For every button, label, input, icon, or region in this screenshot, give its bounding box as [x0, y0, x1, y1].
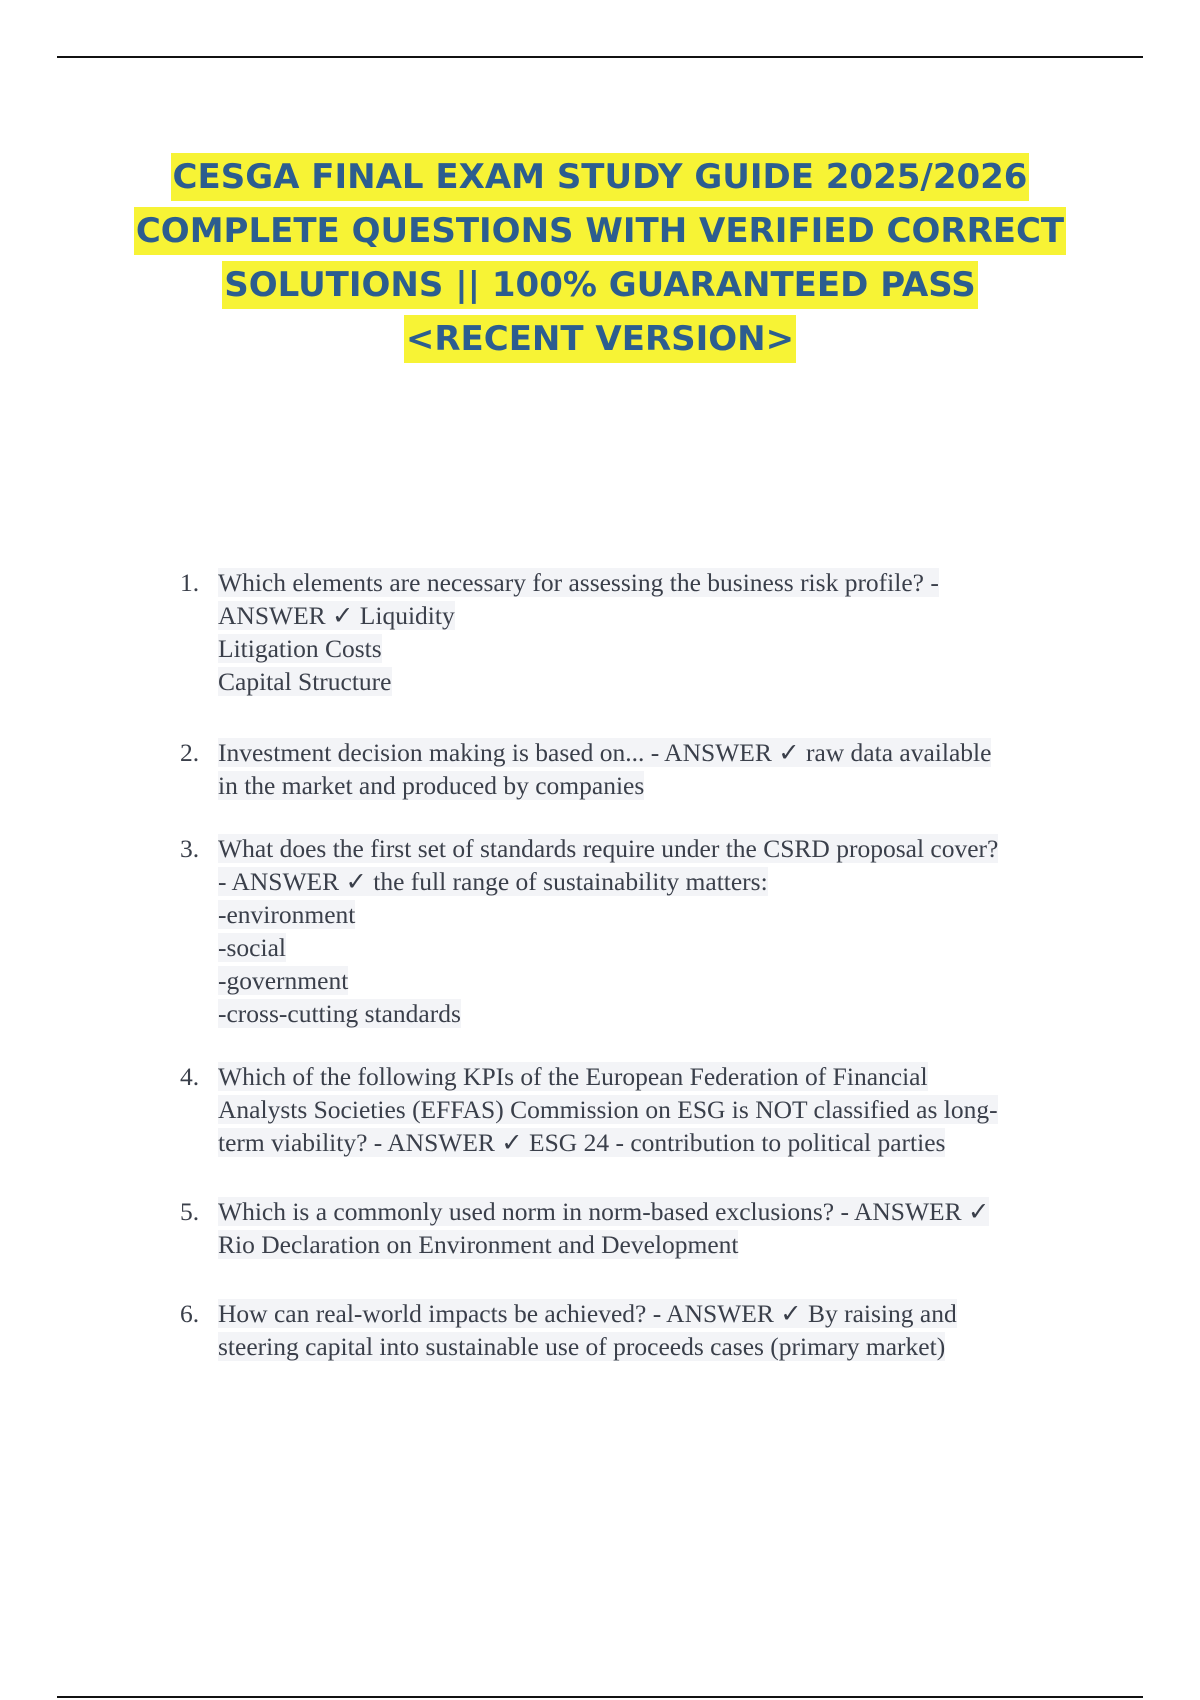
document-title: [100, 150, 1100, 366]
question-text: [218, 1297, 1100, 1363]
question-item-5: [160, 1195, 1100, 1261]
question-line: Investment decision making is based on... - ANSWER ✓ raw data available: [218, 738, 992, 767]
question-text: [218, 1195, 1100, 1261]
question-text: [218, 736, 1100, 802]
question-item-2: [160, 736, 1100, 802]
question-item-1: [160, 566, 1100, 698]
question-number: 1.: [180, 568, 200, 597]
answer-line: -cross-cutting standards: [218, 999, 461, 1028]
question-number: 4.: [180, 1062, 200, 1091]
answer-line: in the market and produced by companies: [218, 771, 645, 800]
answer-line: Capital Structure: [218, 667, 392, 696]
question-line: Which is a commonly used norm in norm-based exclusions? - ANSWER ✓: [218, 1197, 990, 1226]
question-line: Which of the following KPIs of the European Federation of Financial: [218, 1062, 928, 1091]
answer-line: -government: [218, 966, 349, 995]
question-item-6: [160, 1297, 1100, 1363]
answer-line: steering capital into sustainable use of proceeds cases (primary market): [218, 1332, 946, 1361]
question-text: [218, 1060, 1100, 1159]
question-number: 6.: [180, 1299, 200, 1328]
title-line-1: CESGA FINAL EXAM STUDY GUIDE 2025/2026: [100, 150, 1100, 204]
question-line: What does the first set of standards require under the CSRD proposal cover?: [218, 834, 999, 863]
answer-line: -environment: [218, 900, 356, 929]
bottom-rule: [57, 1696, 1143, 1698]
title-line-4: <RECENT VERSION>: [100, 312, 1100, 366]
title-line-2: COMPLETE QUESTIONS WITH VERIFIED CORRECT: [100, 204, 1100, 258]
answer-line: Litigation Costs: [218, 634, 382, 663]
answer-line: - ANSWER ✓ the full range of sustainability matters:: [218, 867, 768, 896]
question-text: [218, 832, 1100, 1030]
question-item-3: [160, 832, 1100, 1030]
question-list: [160, 566, 1100, 1393]
question-line: Which elements are necessary for assessing the business risk profile? -: [218, 568, 939, 597]
question-line: Analysts Societies (EFFAS) Commission on ESG is NOT classified as long-: [218, 1095, 998, 1124]
answer-line: Rio Declaration on Environment and Development: [218, 1230, 739, 1259]
answer-line: ANSWER ✓ Liquidity: [218, 601, 455, 630]
question-line: How can real-world impacts be achieved? - ANSWER ✓ By raising and: [218, 1299, 957, 1328]
question-number: 5.: [180, 1197, 200, 1226]
top-rule: [57, 56, 1143, 58]
question-number: 2.: [180, 738, 200, 767]
question-text: [218, 566, 1100, 698]
question-number: 3.: [180, 834, 200, 863]
answer-line: -social: [218, 933, 286, 962]
answer-line: term viability? - ANSWER ✓ ESG 24 - contribution to political parties: [218, 1128, 946, 1157]
title-line-3: SOLUTIONS || 100% GUARANTEED PASS: [100, 258, 1100, 312]
question-item-4: [160, 1060, 1100, 1159]
